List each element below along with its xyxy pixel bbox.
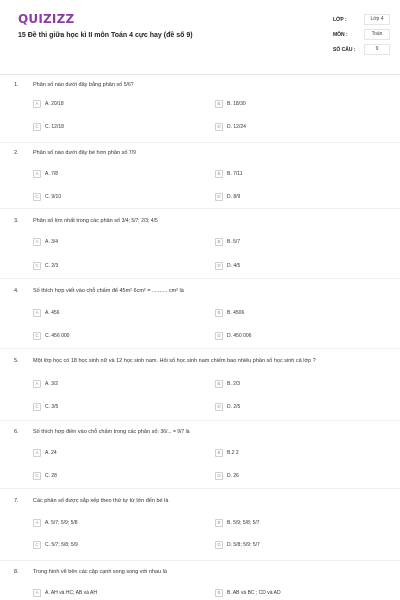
option-a[interactable] xyxy=(33,380,58,388)
option-c[interactable] xyxy=(33,193,61,201)
option-letter-badge: D xyxy=(215,332,223,340)
option-b[interactable] xyxy=(215,519,260,527)
option-c[interactable] xyxy=(33,472,57,480)
option-d[interactable] xyxy=(215,262,240,270)
option-letter-badge: B xyxy=(215,100,223,108)
option-a[interactable] xyxy=(33,100,64,108)
header-divider xyxy=(0,74,400,75)
option-text: A. 24 xyxy=(45,450,57,456)
subject-label: MÔN : xyxy=(333,32,348,38)
question-divider xyxy=(0,560,400,561)
option-letter-badge: D xyxy=(215,472,223,480)
option-letter-badge: A xyxy=(33,100,41,108)
option-b[interactable] xyxy=(215,449,239,457)
option-text: D. 5/8; 5/9; 5/7 xyxy=(227,542,260,548)
question-divider xyxy=(0,142,400,143)
option-letter-badge: B xyxy=(215,589,223,597)
option-text: B. AB và BC ; CD và AD xyxy=(227,590,281,596)
option-text: C. 2/3 xyxy=(45,263,59,269)
question-divider xyxy=(0,348,400,349)
option-letter-badge: B xyxy=(215,170,223,178)
question-divider xyxy=(0,278,400,279)
option-letter-badge: A xyxy=(33,238,41,246)
option-text: C. 12/18 xyxy=(45,124,64,130)
option-a[interactable] xyxy=(33,589,97,597)
question-fraction: 7/9 xyxy=(128,150,136,156)
option-letter-badge: D xyxy=(215,262,223,270)
option-d[interactable] xyxy=(215,123,246,131)
option-text: B. 5/9; 5/8; 5/7 xyxy=(227,520,260,526)
option-c[interactable] xyxy=(33,262,58,270)
option-text: C. 3/5 xyxy=(45,404,59,410)
option-a[interactable] xyxy=(33,449,57,457)
question-fraction: 36/... = 9/7 là xyxy=(160,429,190,435)
option-text: C. 28 xyxy=(45,473,57,479)
option-c[interactable] xyxy=(33,123,64,131)
option-text: D. 450 006 xyxy=(227,333,252,339)
question-divider xyxy=(0,208,400,209)
worksheet-header xyxy=(0,0,400,60)
option-d[interactable] xyxy=(215,541,260,549)
option-text: B. 18/30 xyxy=(227,101,246,107)
option-text: A. 7/8 xyxy=(45,171,59,177)
option-letter-badge: C xyxy=(33,123,41,131)
option-letter-badge: B xyxy=(215,449,223,457)
question-text: Trong hình vẽ bên các cặp cạnh song song với nhau là xyxy=(33,569,167,575)
question-number: 6. xyxy=(14,429,19,435)
option-text: C. 456 000 xyxy=(45,333,70,339)
question-text: Số thích hợp điền vào chỗ chấm trong các phân số: 36/... = 9/7 là xyxy=(33,429,190,435)
option-text: C. 5/7; 5/8; 5/9 xyxy=(45,542,78,548)
question-number: 7. xyxy=(14,498,19,504)
option-text: B. 7/11 xyxy=(227,171,243,177)
option-b[interactable] xyxy=(215,309,244,317)
question-divider xyxy=(0,420,400,421)
question-number: 8. xyxy=(14,569,19,575)
option-text: A. 456 xyxy=(45,310,60,316)
question-number: 4. xyxy=(14,288,19,294)
grade-value: Lớp 4 xyxy=(364,14,390,25)
option-d[interactable] xyxy=(215,193,240,201)
option-text: C. 9/10 xyxy=(45,194,62,200)
option-c[interactable] xyxy=(33,541,78,549)
option-c[interactable] xyxy=(33,403,58,411)
option-b[interactable] xyxy=(215,100,246,108)
option-letter-badge: B xyxy=(215,309,223,317)
option-letter-badge: A xyxy=(33,170,41,178)
question-count-value: 9 xyxy=(364,44,390,55)
option-b[interactable] xyxy=(215,589,281,597)
option-c[interactable] xyxy=(33,332,69,340)
option-text: A. 3/4 xyxy=(45,239,59,245)
question-number: 1. xyxy=(14,82,19,88)
option-text: A. 20/18 xyxy=(45,101,64,107)
option-letter-badge: B xyxy=(215,238,223,246)
option-text: D. 12/24 xyxy=(227,124,246,130)
question-number: 3. xyxy=(14,218,19,224)
page-title: 15 Đề thi giữa học kì II môn Toán 4 cực hay (đề số 9) xyxy=(18,32,193,39)
option-text: B. 4506 xyxy=(227,310,245,316)
option-text: D. 8/9 xyxy=(227,194,241,200)
subject-value: Toán xyxy=(364,29,390,40)
option-d[interactable] xyxy=(215,472,239,480)
option-letter-badge: D xyxy=(215,123,223,131)
question-count-label: SỐ CÂU : xyxy=(333,47,356,53)
option-text: D. 2/5 xyxy=(227,404,241,410)
quizizz-logo: QUIZIZZ xyxy=(18,12,75,26)
question-fraction: 5/6? xyxy=(123,82,134,88)
option-d[interactable] xyxy=(215,332,251,340)
option-text: A. AH và HC; AB và AH xyxy=(45,590,97,596)
option-text: A. 5/7; 5/9; 5/8 xyxy=(45,520,78,526)
question-number: 2. xyxy=(14,150,19,156)
option-text: A. 3/2 xyxy=(45,381,59,387)
question-text: Số thích hợp viết vào chỗ chấm để 45m² 6cm² = .......... cm² là xyxy=(33,288,184,294)
question-text: Phân số nào dưới đây bé hơn phân số 7/9 xyxy=(33,150,136,156)
option-text: D. 26 xyxy=(227,473,239,479)
option-letter-badge: D xyxy=(215,541,223,549)
option-letter-badge: A xyxy=(33,519,41,527)
option-letter-badge: D xyxy=(215,403,223,411)
option-letter-badge: C xyxy=(33,332,41,340)
grade-label: LỚP : xyxy=(333,17,347,23)
option-letter-badge: A xyxy=(33,589,41,597)
option-letter-badge: A xyxy=(33,380,41,388)
option-a[interactable] xyxy=(33,519,78,527)
option-letter-badge: C xyxy=(33,262,41,270)
question-text: Các phân số được sắp xếp theo thứ tự từ lớn đến bé là xyxy=(33,498,169,504)
option-text: B.2 2 xyxy=(227,450,239,456)
option-a[interactable] xyxy=(33,170,58,178)
question-text: Một lớp học có 18 học sinh nữ và 12 học sinh nam. Hỏi số học sinh nam chiếm bao nhiêu phần số học sinh cả lớp ? xyxy=(33,358,316,364)
option-text: B. 5/7 xyxy=(227,239,241,245)
question-divider xyxy=(0,488,400,489)
option-letter-badge: C xyxy=(33,541,41,549)
option-b[interactable] xyxy=(215,238,240,246)
option-text: D. 4/5 xyxy=(227,263,241,269)
option-letter-badge: C xyxy=(33,193,41,201)
question-text: Phân số nào dưới đây bằng phân số 5/6? xyxy=(33,82,134,88)
question-number: 5. xyxy=(14,358,19,364)
option-letter-badge: B xyxy=(215,380,223,388)
option-letter-badge: C xyxy=(33,472,41,480)
option-b[interactable] xyxy=(215,380,240,388)
option-a[interactable] xyxy=(33,238,58,246)
option-letter-badge: B xyxy=(215,519,223,527)
option-text: B. 2/3 xyxy=(227,381,241,387)
option-d[interactable] xyxy=(215,403,240,411)
question-text: Phân số lớn nhất trong các phân số 3/4; 5/7; 2/3; 4/5 xyxy=(33,218,158,224)
option-letter-badge: C xyxy=(33,403,41,411)
question-fraction: 3/4; 5/7; 2/3; 4/5 xyxy=(121,218,158,224)
option-letter-badge: D xyxy=(215,193,223,201)
option-letter-badge: A xyxy=(33,309,41,317)
option-b[interactable] xyxy=(215,170,242,178)
option-a[interactable] xyxy=(33,309,59,317)
option-letter-badge: A xyxy=(33,449,41,457)
